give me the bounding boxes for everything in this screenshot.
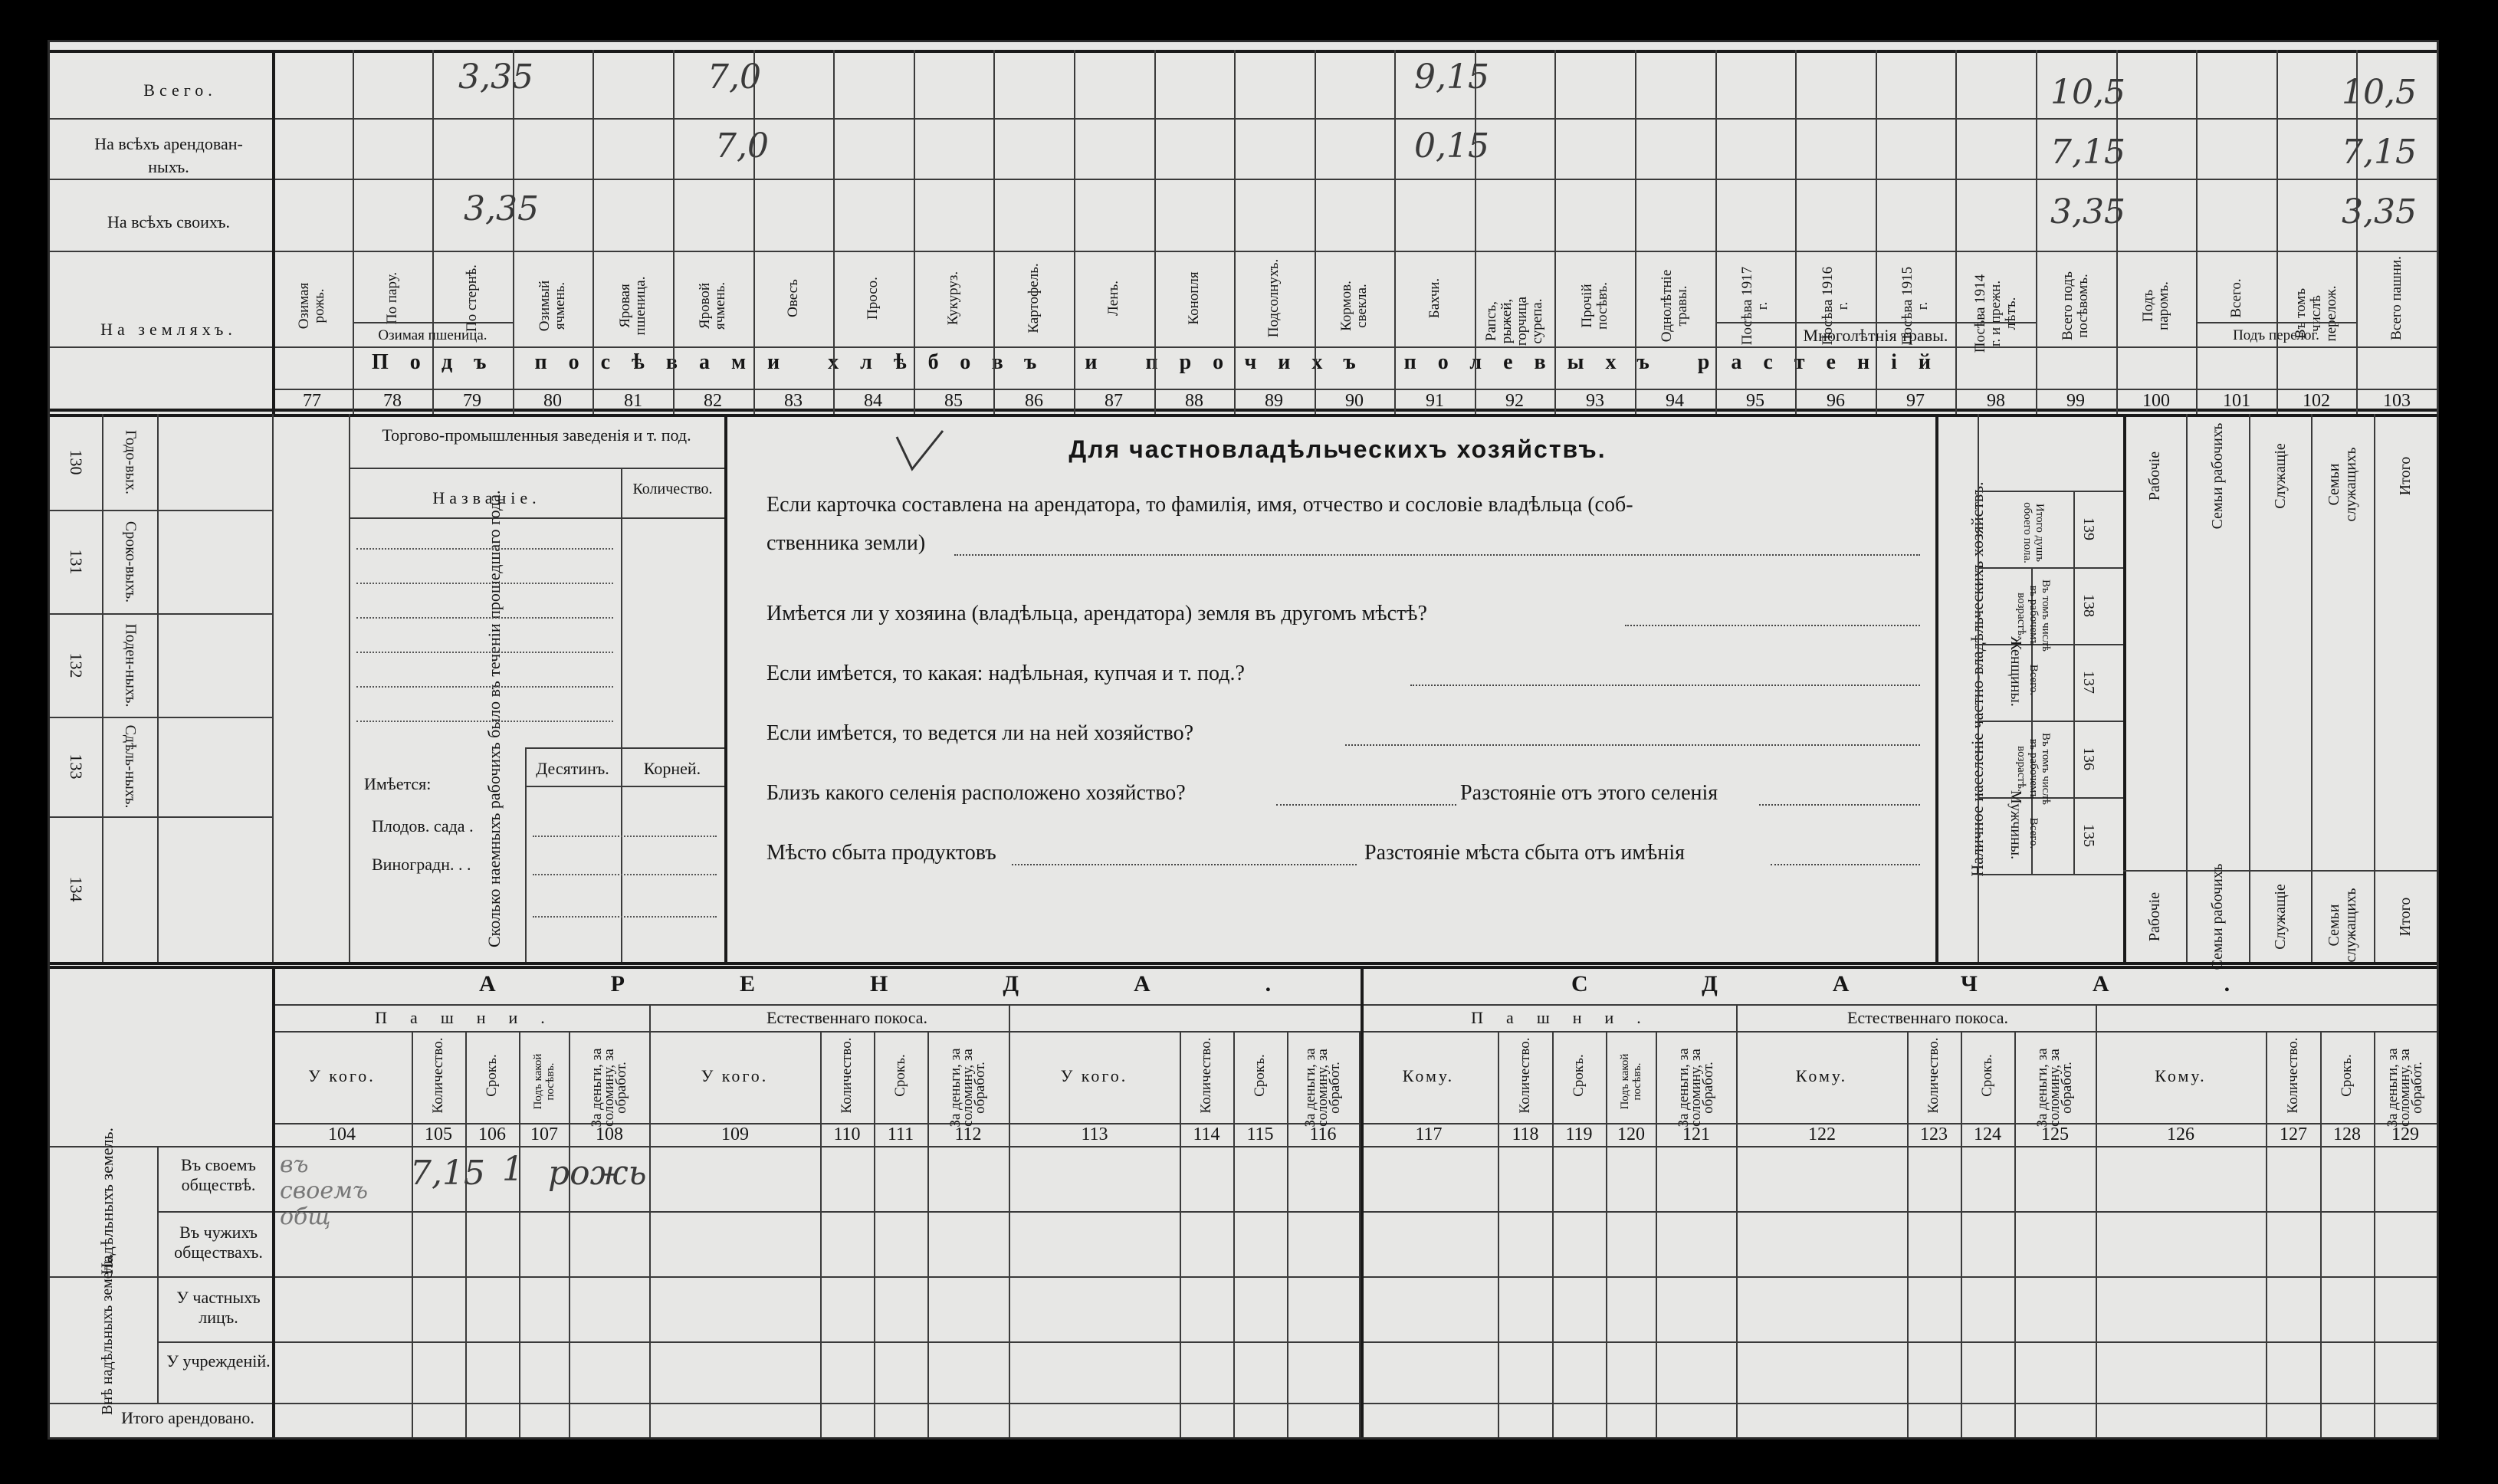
crop-col-number-4: 81 bbox=[624, 391, 642, 411]
crop-col-2: По стернѣ. bbox=[464, 264, 480, 332]
hand-total-82: 7,0 bbox=[707, 57, 761, 97]
crop-col-21: Посѣва 1914 г. и прежн. лѣтъ. bbox=[1972, 274, 2019, 353]
lease-col-number-19: 123 bbox=[1920, 1124, 1948, 1144]
hired-col-number-1: 131 bbox=[67, 549, 86, 574]
winter-wheat-group: Озимая пшеница. bbox=[378, 327, 487, 343]
pop-col-number-2: 137 bbox=[2080, 671, 2097, 694]
lease-col-number-3: 107 bbox=[530, 1124, 558, 1144]
staff-col-top-4: Итого bbox=[2397, 456, 2414, 496]
lease-col-8: За деньги, за соломину, за обработ. bbox=[947, 1048, 988, 1128]
pop-col-number-4: 135 bbox=[2080, 824, 2097, 847]
lease-col-10: Количество. bbox=[1198, 1037, 1214, 1114]
row-total-rented: Итого арендовано. bbox=[121, 1408, 254, 1427]
hand-own-78: 3,35 bbox=[464, 189, 539, 228]
private-farms-title: Для частновладѣльческихъ хозяйствъ. bbox=[1068, 435, 1607, 463]
q6-answer-line-b[interactable] bbox=[1771, 864, 1920, 865]
hired-col-label-3: Сдѣль-ныхъ. bbox=[122, 724, 139, 809]
crop-col-9: Картофель. bbox=[1026, 263, 1042, 333]
crop-col-number-14: 91 bbox=[1426, 391, 1444, 411]
orchard-label: Плодов. сада . bbox=[372, 816, 474, 836]
lease-col-number-4: 108 bbox=[596, 1124, 623, 1144]
q2-text: Имѣется ли у хозяина (владѣльца, арендатора) земля въ другомъ мѣстѣ? bbox=[766, 602, 1427, 625]
lease-col-number-15: 119 bbox=[1565, 1124, 1593, 1144]
q2-answer-line[interactable] bbox=[1625, 625, 1920, 626]
crop-col-25: Въ томъ числѣ перелож. bbox=[2293, 285, 2339, 342]
crop-col-number-15: 92 bbox=[1505, 391, 1524, 411]
pop-col-label-0: Итого душъ обоего пола. bbox=[2021, 502, 2046, 563]
crop-col-number-6: 83 bbox=[784, 391, 803, 411]
crops-band-label: Подъ посѣвами хлѣбовъ и прочихъ полевыхъ растеній bbox=[372, 350, 1953, 374]
row-rented-label: На всѣхъ арендован- bbox=[94, 134, 243, 153]
staff-col-top-1: Семьи рабочихъ bbox=[2209, 422, 2226, 530]
sdacha-pokos-label: Естественнаго покоса. bbox=[1846, 1008, 2008, 1027]
row-total-label: Всего. bbox=[143, 80, 217, 100]
crop-col-20: Посѣва 1915 г. bbox=[1899, 266, 1931, 346]
hired-col-number-3: 133 bbox=[67, 753, 86, 780]
crop-col-6: Овесъ bbox=[785, 279, 801, 317]
lease-col-number-6: 110 bbox=[833, 1124, 861, 1144]
lease-col-20: Срокъ. bbox=[1979, 1054, 1995, 1097]
q3-answer-line[interactable] bbox=[1410, 685, 1920, 686]
lease-col-16: Подъ какой посѣвъ. bbox=[1619, 1053, 1643, 1110]
lease-col-number-11: 115 bbox=[1246, 1124, 1274, 1144]
hand-rented-91: 0,15 bbox=[1414, 126, 1489, 166]
crop-col-number-10: 87 bbox=[1105, 391, 1123, 411]
staff-col-bottom-3: Семьи служащихъ bbox=[2326, 888, 2359, 963]
lease-col-4: За деньги, за соломину, за обработ. bbox=[589, 1048, 629, 1128]
hand-total-99: 10,5 bbox=[2050, 73, 2125, 112]
trade-name-header: Названіе. bbox=[432, 488, 541, 507]
hired-workers-label: Сколько наемныхъ рабочихъ было въ теченіи прошедшаго года. bbox=[484, 490, 504, 947]
lease-col-number-20: 124 bbox=[1974, 1124, 2001, 1144]
hand-own-103: 3,35 bbox=[2342, 192, 2417, 231]
staff-col-bottom-0: Рабочіе bbox=[2146, 891, 2163, 942]
lease-col-number-17: 121 bbox=[1682, 1124, 1710, 1144]
pop-col-label-4: Всего. bbox=[2027, 817, 2040, 849]
pop-col-label-3: Въ томъ числѣ въ рабочемъ возрастѣ. bbox=[2015, 733, 2052, 805]
pop-col-number-1: 138 bbox=[2080, 594, 2097, 617]
lease-col-number-8: 112 bbox=[954, 1124, 982, 1144]
lease-col-number-22: 126 bbox=[2167, 1124, 2194, 1144]
q5-text-b: Разстояніе отъ этого селенія bbox=[1460, 781, 1718, 805]
crop-col-23: Подъ паромъ. bbox=[2140, 281, 2171, 330]
crop-col-1: По пару. bbox=[384, 271, 400, 325]
lease-col-number-23: 127 bbox=[2280, 1124, 2307, 1144]
hand-rented-103: 7,15 bbox=[2342, 133, 2417, 172]
has-label: Имѣется: bbox=[364, 774, 432, 793]
row-lands-label: На земляхъ. bbox=[100, 320, 237, 339]
hand-term: 1 bbox=[502, 1150, 524, 1189]
lease-col-number-24: 128 bbox=[2333, 1124, 2361, 1144]
lease-col-5: У кого. bbox=[701, 1066, 769, 1085]
crop-col-number-13: 90 bbox=[1345, 391, 1364, 411]
crop-col-number-8: 85 bbox=[944, 391, 963, 411]
lease-col-7: Срокъ. bbox=[892, 1054, 908, 1097]
staff-col-bottom-1: Семьи рабочихъ bbox=[2209, 863, 2226, 970]
lease-col-6: Количество. bbox=[839, 1037, 855, 1114]
q1-answer-line[interactable] bbox=[954, 554, 1920, 556]
pop-col-number-0: 139 bbox=[2080, 517, 2097, 540]
lease-col-14: Количество. bbox=[1517, 1037, 1533, 1114]
hand-total-103: 10,5 bbox=[2342, 73, 2417, 112]
q4-answer-line[interactable] bbox=[1345, 744, 1920, 746]
hand-rented-82: 7,0 bbox=[715, 126, 769, 166]
fallow-group: Подъ перелог. bbox=[2233, 327, 2319, 343]
crop-col-number-9: 86 bbox=[1025, 391, 1043, 411]
lease-col-22: Кому. bbox=[2155, 1066, 2207, 1085]
hand-own-99: 3,35 bbox=[2050, 192, 2125, 231]
crop-col-3: Озимый ячмень. bbox=[537, 280, 568, 332]
crop-col-24: Всего. bbox=[2228, 278, 2244, 318]
crop-col-number-17: 94 bbox=[1666, 391, 1684, 411]
korney-header: Корней. bbox=[643, 759, 701, 778]
lease-col-25: За деньги, за соломину, за обработ. bbox=[2385, 1048, 2425, 1128]
lease-col-number-2: 106 bbox=[478, 1124, 506, 1144]
lease-col-number-21: 125 bbox=[2041, 1124, 2069, 1144]
lease-col-number-18: 122 bbox=[1808, 1124, 1836, 1144]
staff-col-bottom-4: Итого bbox=[2397, 897, 2414, 937]
q6-answer-line-a[interactable] bbox=[1012, 864, 1357, 865]
lease-col-number-12: 116 bbox=[1309, 1124, 1337, 1144]
lease-col-0: У кого. bbox=[308, 1066, 376, 1085]
arenda-pashni-label: Пашни. bbox=[375, 1008, 568, 1027]
hand-qty: 7,15 bbox=[410, 1154, 485, 1193]
lease-col-number-0: 104 bbox=[328, 1124, 356, 1144]
crop-col-0: Озимая рожь. bbox=[296, 282, 327, 330]
lease-col-number-16: 120 bbox=[1617, 1124, 1645, 1144]
men-label: Мужчины. bbox=[2007, 790, 2024, 860]
lease-col-1: Количество. bbox=[430, 1037, 446, 1114]
lease-col-12: За деньги, за соломину, за обработ. bbox=[1302, 1048, 1343, 1128]
trade-title: Торгово-промышленныя заведенія и т. под. bbox=[382, 425, 691, 445]
crop-col-number-0: 77 bbox=[303, 391, 321, 411]
row-own-label: На всѣхъ своихъ. bbox=[107, 212, 230, 231]
arenda-label: АРЕНДА. bbox=[479, 971, 1387, 996]
lease-col-11: Срокъ. bbox=[1252, 1054, 1268, 1097]
census-card bbox=[48, 40, 2439, 1440]
lease-col-18: Кому. bbox=[1795, 1066, 1848, 1085]
crop-col-8: Кукуруз. bbox=[945, 271, 961, 326]
hired-col-label-0: Годо-вых. bbox=[122, 429, 139, 494]
crop-col-number-16: 93 bbox=[1586, 391, 1604, 411]
sdacha-pashni-label: Пашни. bbox=[1471, 1008, 1664, 1027]
hired-col-number-4: 134 bbox=[67, 876, 86, 902]
q4-text: Если имѣется, то ведется ли на ней хозяйство? bbox=[766, 721, 1193, 745]
crop-col-number-25: 102 bbox=[2303, 391, 2330, 411]
lease-col-number-7: 111 bbox=[887, 1124, 914, 1144]
perennial-grass-group: Многолѣтнія травы. bbox=[1803, 326, 1948, 345]
crop-col-number-12: 89 bbox=[1265, 391, 1283, 411]
crop-col-number-5: 82 bbox=[704, 391, 722, 411]
trade-qty-header: Количество. bbox=[632, 481, 713, 497]
population-label: Наличное населеніе частно-владѣльческихъ хозяйствъ. bbox=[1968, 481, 1987, 877]
hand-total-91: 9,15 bbox=[1414, 57, 1489, 97]
crop-col-16: Прочій посѣвъ. bbox=[1579, 282, 1610, 330]
q1-text-b: ственника земли) bbox=[766, 531, 926, 555]
vineyard-label: Виноградн. . . bbox=[372, 855, 471, 874]
crop-col-7: Просо. bbox=[865, 277, 881, 320]
lease-col-24: Срокъ. bbox=[2339, 1054, 2355, 1097]
women-label: Женщины. bbox=[2007, 636, 2024, 707]
row-other-societies: Въ чужихъ обществахъ. bbox=[174, 1223, 263, 1262]
crop-col-number-19: 96 bbox=[1827, 391, 1845, 411]
lease-col-number-14: 118 bbox=[1512, 1124, 1539, 1144]
lease-col-23: Количество. bbox=[2285, 1037, 2301, 1114]
hand-who: въ своемъ общ bbox=[280, 1151, 368, 1230]
row-private-persons: У частныхъ лицъ. bbox=[176, 1288, 261, 1327]
crop-col-number-20: 97 bbox=[1906, 391, 1925, 411]
crop-col-14: Бахчи. bbox=[1426, 277, 1443, 319]
crop-col-15: Рапсъ, рыжей, горчица сурепа. bbox=[1483, 296, 1545, 346]
crop-col-number-11: 88 bbox=[1185, 391, 1203, 411]
lease-col-13: Кому. bbox=[1402, 1066, 1455, 1085]
hired-col-number-2: 132 bbox=[67, 652, 86, 678]
crop-col-number-1: 78 bbox=[383, 391, 402, 411]
sdacha-label: СДАЧА. bbox=[1571, 971, 2345, 996]
lease-col-number-5: 109 bbox=[721, 1124, 749, 1144]
q5-answer-line-a[interactable] bbox=[1276, 804, 1456, 806]
pop-col-label-1: Въ томъ числѣ въ рабочемъ возрастѣ. bbox=[2015, 579, 2052, 652]
lease-col-number-9: 113 bbox=[1081, 1124, 1108, 1144]
crop-col-26: Всего пашни. bbox=[2388, 256, 2404, 340]
q1-text-a: Если карточка составлена на арендатора, то фамилія, имя, отчество и сословіе владѣльца (соб- bbox=[766, 493, 1633, 517]
hand-crop: рожь bbox=[548, 1154, 647, 1193]
crop-col-number-2: 79 bbox=[463, 391, 481, 411]
crop-col-number-21: 98 bbox=[1987, 391, 2005, 411]
hand-rented-99: 7,15 bbox=[2050, 133, 2125, 172]
staff-col-top-3: Семьи служащихъ bbox=[2326, 447, 2359, 522]
lease-col-3: Подъ какой посѣвъ. bbox=[532, 1053, 556, 1110]
lease-col-number-1: 105 bbox=[425, 1124, 452, 1144]
crop-col-12: Подсолнухъ. bbox=[1265, 258, 1282, 338]
staff-col-top-2: Служащіе bbox=[2272, 443, 2289, 509]
vne-nadel-label: Внѣ надѣльныхъ земель. bbox=[99, 1253, 116, 1415]
crop-col-number-18: 95 bbox=[1746, 391, 1764, 411]
crop-col-22: Всего подъ посѣвомъ. bbox=[2060, 271, 2091, 340]
pop-col-label-2: Всего. bbox=[2027, 664, 2040, 696]
crop-col-10: Ленъ. bbox=[1105, 281, 1121, 316]
pop-col-number-3: 136 bbox=[2080, 747, 2097, 770]
lease-col-9: У кого. bbox=[1060, 1066, 1128, 1085]
arenda-pokos-label: Естественнаго покоса. bbox=[766, 1008, 927, 1027]
staff-col-top-0: Рабочіе bbox=[2146, 451, 2163, 501]
staff-col-bottom-2: Служащіе bbox=[2272, 884, 2289, 950]
lease-col-19: Количество. bbox=[1925, 1037, 1942, 1114]
lease-col-number-10: 114 bbox=[1193, 1124, 1220, 1144]
q3-text: Если имѣется, то какая: надѣльная, купчая и т. под.? bbox=[766, 662, 1245, 685]
nadel-label: Надѣльныхъ земель. bbox=[97, 1127, 117, 1275]
crop-col-18: Посѣва 1917 г. bbox=[1739, 266, 1771, 346]
lease-col-21: За деньги, за соломину, за обработ. bbox=[2034, 1048, 2075, 1128]
q5-text-a: Близъ какого селенія расположено хозяйство? bbox=[766, 781, 1186, 805]
q6-text-b: Разстояніе мѣста сбыта отъ имѣнія bbox=[1364, 841, 1685, 865]
crop-col-number-23: 100 bbox=[2142, 391, 2170, 411]
crop-col-number-22: 99 bbox=[2066, 391, 2085, 411]
hired-col-label-2: Поден-ныхъ. bbox=[122, 622, 139, 707]
crop-col-13: Кормов. свекла. bbox=[1338, 281, 1370, 331]
hired-col-label-1: Сроко-выхъ. bbox=[122, 520, 139, 602]
hand-total-78: 3,35 bbox=[458, 57, 533, 97]
lease-col-17: За деньги, за соломину, за обработ. bbox=[1676, 1048, 1716, 1128]
q6-text-a: Мѣсто сбыта продуктовъ bbox=[766, 841, 996, 865]
crop-col-number-24: 101 bbox=[2223, 391, 2250, 411]
crop-col-4: Яровая пшеница. bbox=[617, 276, 648, 336]
crop-col-11: Конопля bbox=[1186, 271, 1202, 325]
q5-answer-line-b[interactable] bbox=[1759, 804, 1920, 806]
lease-col-2: Срокъ. bbox=[484, 1054, 500, 1097]
row-own-society: Въ своемъ обществѣ. bbox=[181, 1155, 256, 1194]
row-institutions: У учрежденій. bbox=[166, 1351, 271, 1371]
crop-col-number-3: 80 bbox=[543, 391, 562, 411]
crop-col-number-26: 103 bbox=[2383, 391, 2411, 411]
crop-col-17: Однолѣтніе травы. bbox=[1659, 269, 1690, 343]
lease-col-15: Срокъ. bbox=[1571, 1054, 1587, 1097]
crop-col-number-7: 84 bbox=[864, 391, 882, 411]
row-rented-label-2: ныхъ. bbox=[148, 157, 189, 176]
hired-col-number-0: 130 bbox=[67, 449, 86, 474]
crop-col-5: Яровой ячмень. bbox=[697, 281, 728, 330]
lease-col-number-13: 117 bbox=[1415, 1124, 1443, 1144]
desyatin-header: Десятинъ. bbox=[536, 759, 609, 778]
lease-col-number-25: 129 bbox=[2391, 1124, 2419, 1144]
crop-col-19: Посѣва 1916 г. bbox=[1820, 266, 1851, 346]
